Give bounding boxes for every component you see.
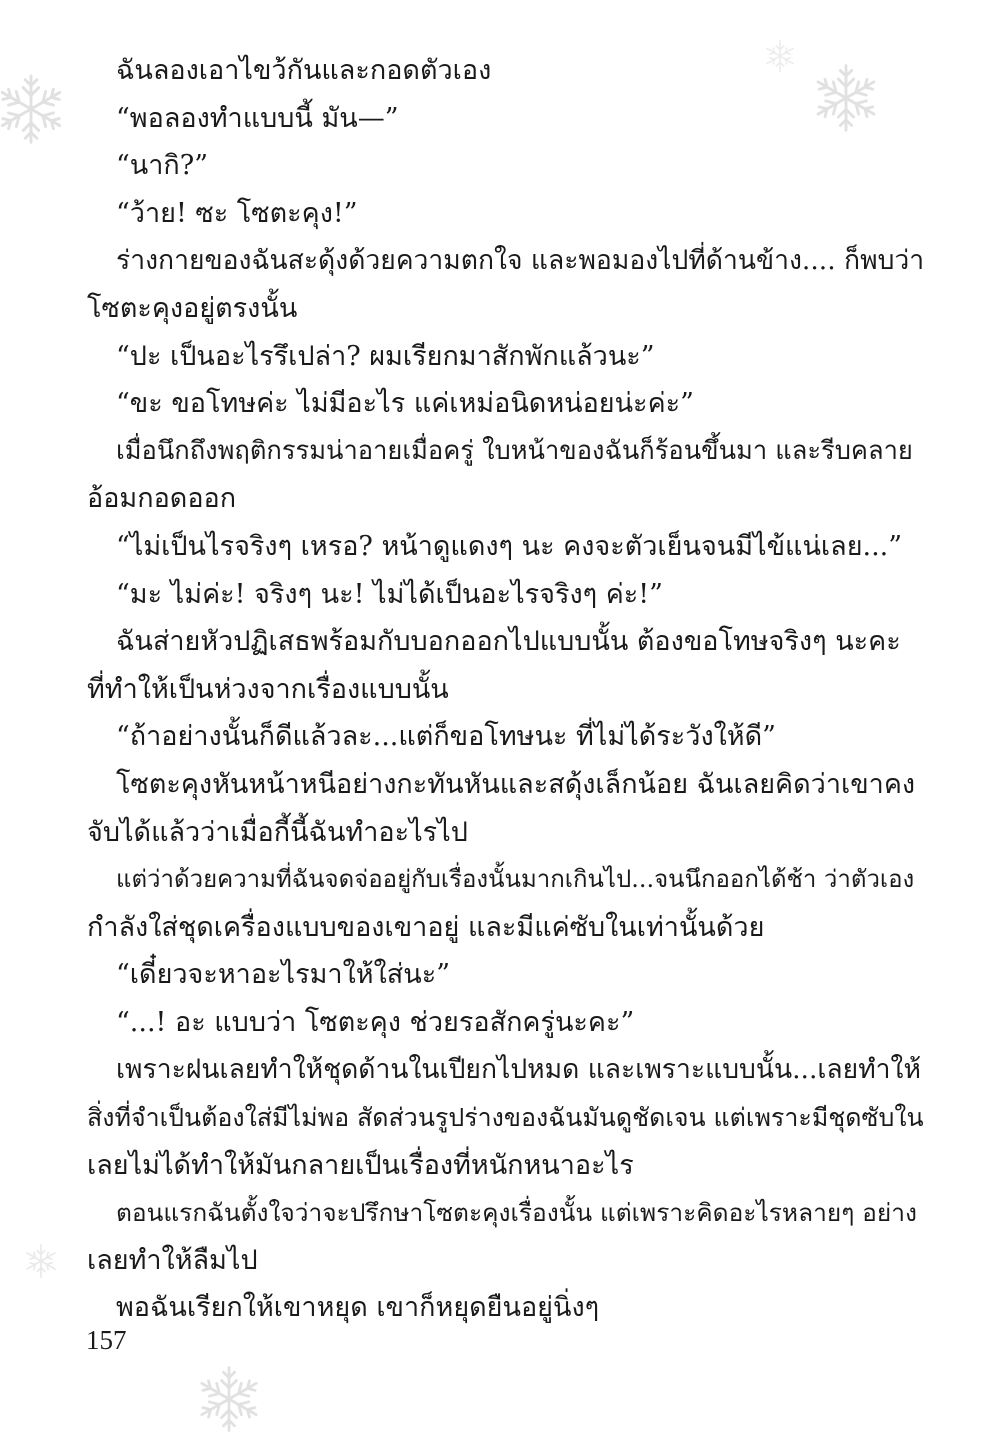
text-line: ฉันลองเอาไขว้กันและกอดตัวเอง bbox=[116, 55, 492, 86]
text-line: ที่ทำให้เป็นห่วงจากเรื่องแบบนั้น bbox=[87, 673, 449, 705]
text-line: “...! อะ แบบว่า โซตะคุง ช่วยรอสักครู่นะคะ” bbox=[116, 1006, 635, 1038]
text-line: โซตะคุงหันหน้าหนีอย่างกะทันหันและสดุ้งเล็กน้อย ฉันเลยคิดว่าเขาคง bbox=[116, 768, 916, 800]
text-line: “ถ้าอย่างนั้นก็ดีแล้วละ...แต่ก็ขอโทษนะ ที่ไม่ได้ระวังให้ดี” bbox=[116, 721, 776, 753]
text-line: “มะ ไม่ค่ะ! จริงๆ นะ! ไม่ได้เป็นอะไรจริงๆ ค่ะ!” bbox=[116, 578, 663, 610]
text-line: “นากิ?” bbox=[116, 150, 209, 182]
text-line: สิ่งที่จำเป็นต้องใส่มีไม่พอ สัดส่วนรูปร่างของฉันมันดูชัดเจน แต่เพราะมีชุดซับใน bbox=[87, 1103, 924, 1133]
text-line: จับได้แล้วว่าเมื่อกี้นี้ฉันทำอะไรไป bbox=[87, 816, 468, 848]
snowflake-icon bbox=[192, 1362, 266, 1436]
text-line: “ว้าย! ซะ โซตะคุง!” bbox=[116, 197, 358, 229]
page-number: 157 bbox=[86, 1325, 127, 1355]
text-line: “เดี๋ยวจะหาอะไรมาให้ใส่นะ” bbox=[116, 959, 450, 991]
text-line: เลยทำให้ลืมไป bbox=[87, 1244, 258, 1276]
body-text bbox=[87, 47, 927, 1332]
text-line: โซตะคุงอยู่ตรงนั้น bbox=[87, 292, 298, 324]
text-line: “ขะ ขอโทษค่ะ ไม่มีอะไร แค่เหม่อนิดหน่อยน่ะค่ะ” bbox=[116, 388, 694, 420]
text-line: “ไม่เป็นไรจริงๆ เหรอ? หน้าดูแดงๆ นะ คงจะตัวเย็นจนมีไข้แน่เลย...” bbox=[116, 530, 903, 562]
text-line: ตอนแรกฉันตั้งใจว่าจะปรึกษาโซตะคุงเรื่องนั้น แต่เพราะคิดอะไรหลายๆ อย่าง bbox=[116, 1198, 917, 1228]
text-line: “พอลองทำแบบนี้ มัน—” bbox=[116, 102, 399, 134]
text-line: กำลังใส่ชุดเครื่องแบบของเขาอยู่ และมีแค่ซับในเท่านั้นด้วย bbox=[87, 911, 765, 943]
text-line: แต่ว่าด้วยความที่ฉันจดจ่ออยู่กับเรื่องนั้นมากเกินไป...จนนึกออกได้ช้า ว่าตัวเอง bbox=[116, 865, 915, 894]
text-line: เลยไม่ได้ทำให้มันกลายเป็นเรื่องที่หนักหนาอะไร bbox=[87, 1149, 634, 1181]
text-line: เมื่อนึกถึงพฤติกรรมน่าอายเมื่อครู่ ใบหน้าของฉันก็ร้อนขึ้นมา และรีบคลาย bbox=[116, 435, 913, 466]
text-line: ร่างกายของฉันสะดุ้งด้วยความตกใจ และพอมองไปที่ด้านข้าง.... ก็พบว่า bbox=[116, 245, 925, 277]
text-line: พอฉันเรียกให้เขาหยุด เขาก็หยุดยืนอยู่นิ่งๆ bbox=[116, 1292, 600, 1324]
text-line: ฉันส่ายหัวปฏิเสธพร้อมกับบอกออกไปแบบนั้น ต้องขอโทษจริงๆ นะคะ bbox=[116, 626, 901, 658]
snowflake-icon bbox=[0, 70, 70, 148]
snowflake-icon bbox=[22, 1242, 60, 1280]
text-line: อ้อมกอดออก bbox=[87, 483, 237, 515]
text-line: “ปะ เป็นอะไรรึเปล่า? ผมเรียกมาสักพักแล้วนะ” bbox=[116, 340, 655, 372]
text-line: เพราะฝนเลยทำให้ชุดด้านในเปียกไปหมด และเพราะแบบนั้น...เลยทำให้ bbox=[116, 1054, 921, 1086]
